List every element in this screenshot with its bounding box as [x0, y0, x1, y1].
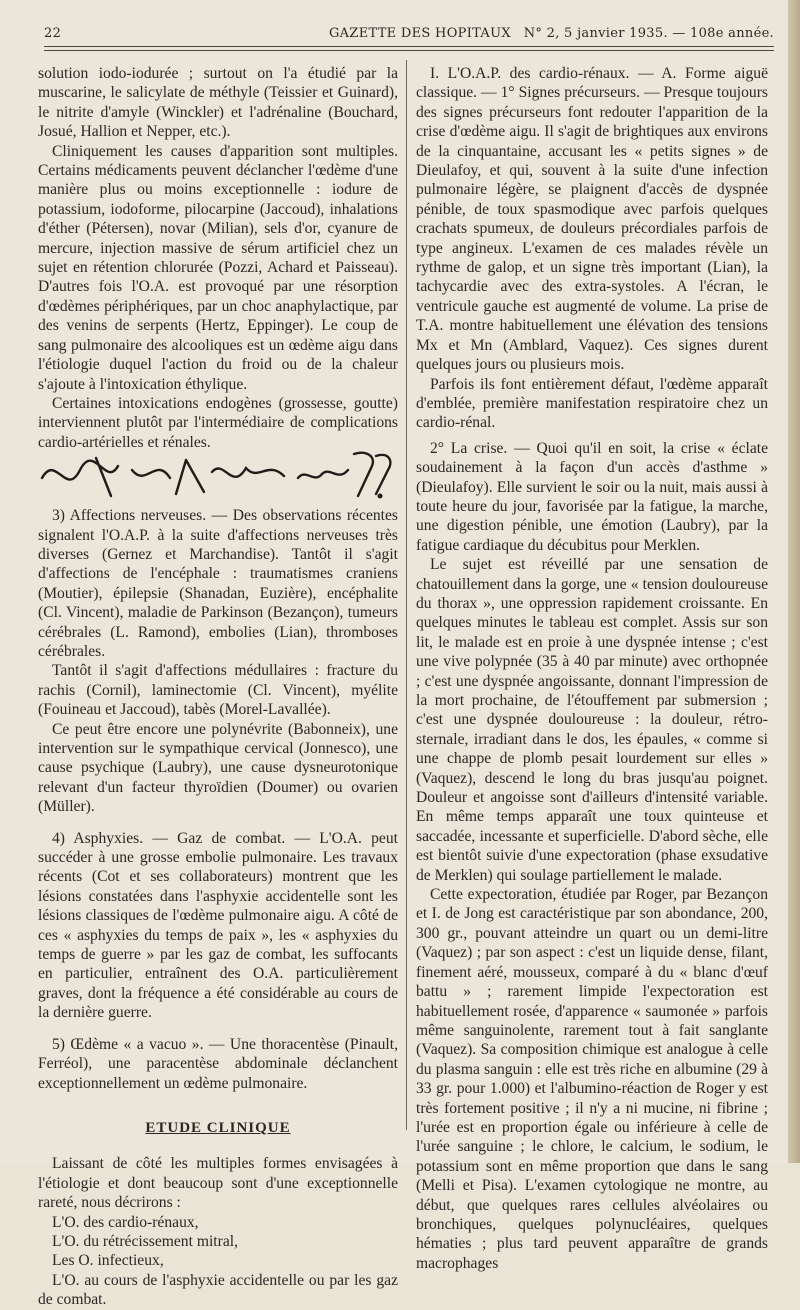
paragraph: I. L'O.A.P. des cardio-rénaux. — A. Forme aiguë classique. — 1° Signes précurseurs. — Presque toujours des signes précurseurs font redouter l'apparition de la crise d'œdème aigu. Il s'agit de brightiques aux environs de la cinquantaine, accusant les « petits signes » de Dieulafoy, et qui, souvent à la suite d'une infection pulmonaire légère, se plaignent d'accès de dyspnée pénible, de toux spasmodique avec parfois quelques crachats spumeux, de douleurs précordiales parfois de type angineux. L'examen de ces malades révèle un rythme de galop, et un signe très important (Lian), la tachycardie avec des extra-systoles. A l'écran, le ventricule gauche est augmenté de volume. La prise de T.A. montre habituellement une élévation des tensions Mx et Mn (Amblard, Vaquez). Ces signes durent quelques jours ou plusieurs mois. [416, 65, 768, 374]
paragraph: Laissant de côté les multiples formes envisagées à l'étiologie et dont beaucoup sont d'une exceptionnelle rareté, nous décrirons : [38, 1155, 398, 1212]
paragraph: 2° La crise. — Quoi qu'il en soit, la crise « éclate soudainement à la façon d'un accès d'asthme » (Dieulafoy). Elle survient le soir ou la nuit, mais aussi à toute heure du jour, favorisée par la fatigue, la marche, une digestion pénible, une émotion (Laubry), par la fatigue cardiaque du décubitus pour Merklen. [416, 439, 768, 554]
clinical-forms-list [38, 1213, 398, 1310]
page-number: 22 [44, 26, 62, 41]
left-column [38, 64, 398, 1309]
paragraph: Le sujet est réveillé par une sensation de chatouillement dans la gorge, une « tension douloureuse du thorax », une oppression rapidement croissante. En quelques minutes le tableau est complet. Assis sur son lit, le malade est en proie à une dyspnée intense ; c'est une vive polypnée (35 à 40 par minute) avec orthopnée ; c'est une dyspnée angoissante, donnant l'impression de la mort prochaine, de l'étouffement par submersion ; c'est une dyspnée douloureuse : la douleur, rétro-sternale, irradiant dans le dos, les épaules, « comme si une chappe de plomb pesait lourdement sur elles » (Vaquez), descend le long du bras jusqu'au poignet. Douleur et angoisse sont d'ailleurs d'intensité variable. En même temps apparaît une toux quinteuse et saccadée, incessante et superficielle. D'abord sèche, elle est bientôt suivie d'une expectoration (phase exsudative de Merklen) qui soulage partiellement le malade. [416, 556, 768, 884]
header-rule [44, 46, 774, 47]
paragraph: Ce peut être encore une polynévrite (Babonneix), une intervention sur le sympathique cervical (Jonnesco), une cause psychique (Laubry), une cause dysneurotonique relevant d'un facteur thyroïdien (Doumer) ou ovarien (Müller). [38, 720, 398, 816]
paragraph: solution iodo-iodurée ; surtout on l'a étudié par la muscarine, le salicylate de méthyle (Teissier et Guinard), le nitrite d'amyle (Winckler) et l'adrénaline (Bouchard, Josué, Hallion et Nepper, etc.). [38, 65, 398, 141]
list-item: L'O. au cours de l'asphyxie accidentelle ou par les gaz de combat. [38, 1271, 398, 1309]
handwritten-annotation [36, 448, 396, 502]
paragraph: Certaines intoxications endogènes (grossesse, goutte) interviennent plutôt par l'intermédiaire de complications cardio-artérielles et rénales. [38, 394, 398, 451]
paragraph: 4) Asphyxies. — Gaz de combat. — L'O.A. peut succéder à une grosse embolie pulmonaire. Les travaux récents (Cot et ses collaborateurs) montrent que les lésions constatées dans l'asphyxie accidentelle sont les lésions classiques de l'œdème pulmonaire aigu. A côté de ces « asphyxies du temps de paix », les « asphyxies du temps de guerre » par les gaz de combat, les suffocants en particulier, entraînent des O.A. particulièrement graves, dont la fréquence a été considérable au cours de la dernière guerre. [38, 829, 398, 1022]
right-column [416, 64, 768, 1272]
section-title: ETUDE CLINIQUE [145, 1119, 291, 1136]
paragraph: 3) Affections nerveuses. — Des observations récentes signalent l'O.A.P. à la suite d'affections nerveuses très diverses (Gernez et Marchandise). Tantôt il s'agit d'affections de l'encéphale : traumatismes craniens (Moutier), épilepsie (Shanadan, Euzière), encéphalite (Cl. Vincent), maladie de Parkinson (Bezançon), tumeurs cérébrales (L. Ramond), embolies (Lian), thromboses cérébrales. [38, 507, 398, 660]
list-item: L'O. du rétrécissement mitral, [52, 1232, 238, 1250]
spacer [38, 817, 398, 829]
issue-line: N° 2, 5 janvier 1935. — 108e année. [523, 26, 774, 41]
column-divider [406, 60, 407, 1130]
paragraph: 5) Œdème « a vacuo ». — Une thoracentèse (Pinault, Ferréol), une paracentèse abdominale déclanchent exceptionnellement un œdème pulmonaire. [38, 1035, 398, 1092]
page-header [44, 24, 774, 46]
paragraph: Cette expectoration, étudiée par Roger, par Bezançon et I. de Jong est caractéristique par son abondance, 200, 300 gr., pouvant atteindre un quart ou un demi-litre (Vaquez) ; par son aspect : c'est un liquide dense, filant, finement aéré, mousseux, comparé à du « blanc d'œuf battu » ; rarement limpide l'expectoration est habituellement rosée, d'apparence « saumonée » parfois même sanguinolente, rarement tout à fait sanglante (Vaquez). Sa composition chimique est analogue à celle du plasma sanguin : elle est très riche en albumine (29 à 33 gr. pour 1.000) et l'albumino-réaction de Roger y est très fortement positive ; il n'y a ni mucine, ni fibrine ; l'urée est en proportion égale ou inférieure à celle de l'urée sanguine ; le chlore, le calcium, le sodium, le potassium sont en même proportion que dans le sang (Melli et Pisa). L'examen cytologique ne montre, au début, que quelques rares cellules alvéolaires ou bronchiques, quelques polynucléaires, quelques hématies ; plus tard peuvent apparaître de grands macrophages [416, 886, 768, 1272]
list-item: L'O. des cardio-rénaux, [52, 1213, 199, 1231]
page-edge [788, 0, 800, 1163]
spacer [38, 1023, 398, 1035]
paragraph: Tantôt il s'agit d'affections médullaires : fracture du rachis (Cornil), laminectomie (Cl. Vincent), myélite (Fouineau et Jaccoud), tabès (Morel-Lavallée). [38, 662, 398, 719]
paragraph: Parfois ils font entièrement défaut, l'œdème apparaît d'emblée, première manifestation respiratoire chez un cardio-rénal. [416, 375, 768, 432]
journal-title: GAZETTE DES HOPITAUX [329, 26, 511, 41]
header-rule-secondary [44, 50, 774, 51]
list-item: Les O. infectieux, [52, 1252, 164, 1270]
paragraph: Cliniquement les causes d'apparition sont multiples. Certains médicaments peuvent déclancher l'œdème d'une manière plus ou moins exceptionnelle : iodure de potassium, iodoforme, pilocarpine (Jaccoud), inhalations d'éther (Pétersen), novar (Milian), sels d'or, cyanure de mercure, injection massive de sérum artificiel chez un sujet en rétention chlorurée (Pozzi, Achard et Paisseau). D'autres fois l'O.A. est provoqué par une résorption d'œdèmes périphériques, par un choc anaphylactique, par des venins de serpents (Hertz, Eppinger). Le coup de sang pulmonaire des alcooliques est un œdème aigu dans l'étiologie duquel l'action du froid ou de la chaleur s'ajoute à l'intoxication éthylique. [38, 142, 398, 393]
